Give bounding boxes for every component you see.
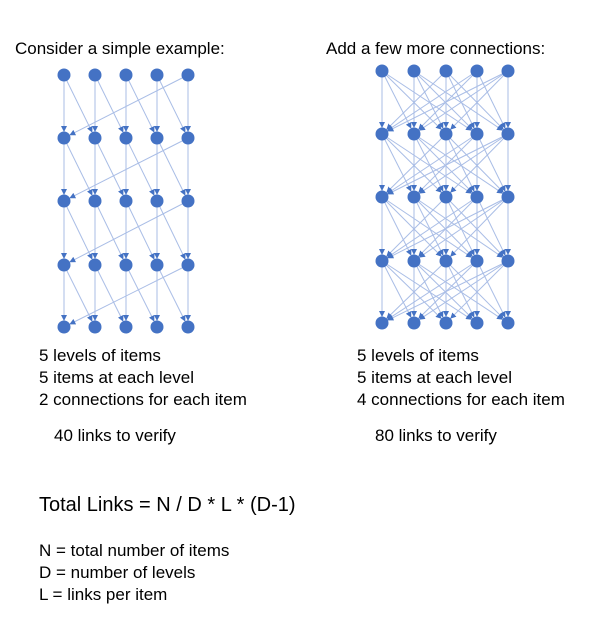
link-edge	[64, 75, 92, 132]
item-node	[471, 255, 484, 268]
link-edge	[64, 138, 92, 195]
item-node	[502, 255, 515, 268]
item-node	[440, 128, 453, 141]
item-node	[408, 128, 421, 141]
item-node	[89, 321, 102, 334]
link-edge	[126, 201, 154, 259]
item-node	[151, 321, 164, 334]
legend-l: L = links per item	[39, 585, 168, 604]
item-node	[151, 259, 164, 272]
link-edge	[382, 261, 441, 318]
item-node	[471, 191, 484, 204]
link-edge	[70, 265, 188, 324]
item-node	[120, 132, 133, 145]
right-line: 5 levels of items	[357, 346, 479, 365]
link-edge	[70, 201, 188, 262]
item-node	[502, 317, 515, 330]
item-node	[120, 321, 133, 334]
item-node	[58, 259, 71, 272]
item-node	[502, 191, 515, 204]
item-node	[58, 321, 71, 334]
item-node	[120, 69, 133, 82]
item-node	[58, 69, 71, 82]
item-node	[502, 65, 515, 78]
link-edge	[382, 197, 441, 256]
item-node	[89, 259, 102, 272]
formula-legend	[39, 540, 229, 606]
legend-d: D = number of levels	[39, 563, 196, 582]
item-node	[182, 132, 195, 145]
link-edge	[126, 138, 154, 195]
left-line: 2 connections for each item	[39, 390, 247, 409]
link-edge	[382, 71, 441, 129]
right-title: Add a few more connections:	[326, 39, 546, 58]
item-node	[182, 321, 195, 334]
link-edge	[95, 201, 123, 259]
link-edge	[451, 197, 508, 256]
item-node	[151, 69, 164, 82]
item-node	[120, 259, 133, 272]
item-node	[151, 132, 164, 145]
right-description	[357, 345, 565, 411]
simple-graph	[58, 69, 195, 334]
item-node	[182, 69, 195, 82]
link-edge	[451, 261, 508, 318]
item-node	[120, 195, 133, 208]
item-node	[376, 191, 389, 204]
item-node	[151, 195, 164, 208]
item-node	[471, 65, 484, 78]
item-node	[471, 317, 484, 330]
item-node	[408, 65, 421, 78]
item-node	[471, 128, 484, 141]
link-edge	[95, 265, 123, 321]
item-node	[440, 191, 453, 204]
item-node	[408, 255, 421, 268]
left-links-count: 40 links to verify	[54, 426, 176, 445]
right-line: 5 items at each level	[357, 368, 512, 387]
item-node	[376, 317, 389, 330]
link-edge	[382, 134, 441, 192]
link-edge	[64, 265, 92, 321]
item-node	[502, 128, 515, 141]
link-edge	[95, 75, 123, 132]
item-node	[58, 132, 71, 145]
link-edge	[451, 134, 508, 192]
dense-graph	[376, 65, 515, 330]
item-node	[408, 191, 421, 204]
link-edge	[126, 265, 154, 321]
item-node	[376, 255, 389, 268]
item-node	[408, 317, 421, 330]
link-edge	[70, 75, 188, 135]
link-edge	[126, 75, 154, 132]
right-links-count: 80 links to verify	[375, 426, 497, 445]
left-title: Consider a simple example:	[15, 39, 225, 58]
left-line: 5 items at each level	[39, 368, 194, 387]
link-edge	[95, 138, 123, 195]
item-node	[89, 69, 102, 82]
link-edge	[451, 71, 508, 129]
item-node	[440, 317, 453, 330]
item-node	[376, 65, 389, 78]
item-node	[440, 255, 453, 268]
item-node	[376, 128, 389, 141]
right-line: 4 connections for each item	[357, 390, 565, 409]
item-node	[182, 259, 195, 272]
item-node	[89, 132, 102, 145]
legend-n: N = total number of items	[39, 541, 230, 560]
link-edge	[70, 138, 188, 198]
link-edge	[64, 201, 92, 259]
left-line: 5 levels of items	[39, 346, 161, 365]
item-node	[58, 195, 71, 208]
item-node	[89, 195, 102, 208]
item-node	[182, 195, 195, 208]
formula: Total Links = N / D * L * (D-1)	[39, 494, 296, 516]
item-node	[440, 65, 453, 78]
left-description	[39, 345, 247, 411]
